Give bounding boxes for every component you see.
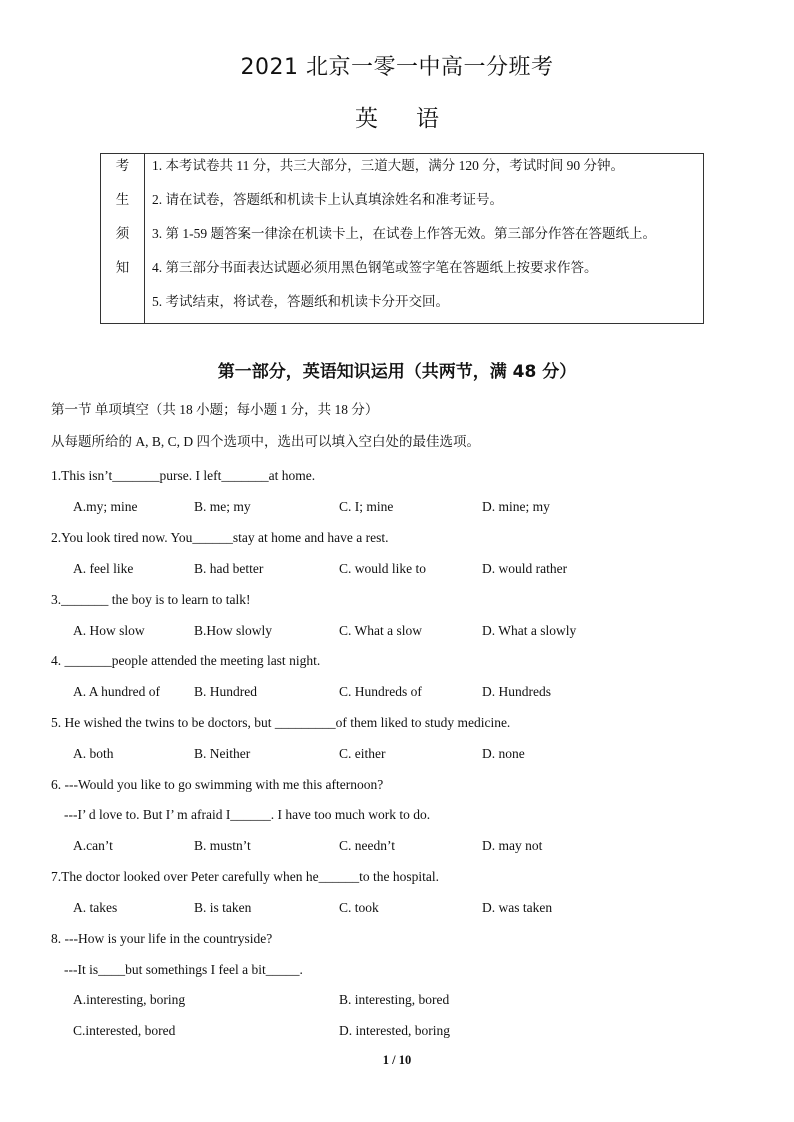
question-stem: 5. He wished the twins to be doctors, but _________of them liked to study medicine. xyxy=(51,715,511,730)
option-d: D. Hundreds xyxy=(482,684,551,699)
option-a: A.my; mine xyxy=(73,499,138,514)
option-c: C. What a slow xyxy=(339,623,422,638)
option-c: C. either xyxy=(339,746,386,761)
notice-item: 3. 第 1-59 题答案一律涂在机读卡上，在试卷上作答无效。第三部分作答在答题纸上。 xyxy=(152,226,656,241)
option-d: D. would rather xyxy=(482,561,568,576)
question-stem: 1.This isn’t_______purse. I left_______at home. xyxy=(51,468,316,483)
exam-title: 2021 北京一零一中高一分班考 xyxy=(240,55,554,80)
option-d: D. may not xyxy=(482,838,543,853)
notice-items xyxy=(145,154,703,323)
question-stem-reply: ---It is____but somethings I feel a bit_____. xyxy=(64,962,303,977)
page-number: 1 / 10 xyxy=(382,1053,412,1067)
option-a: A.interesting, boring xyxy=(73,992,186,1007)
option-a: A.can’t xyxy=(73,838,113,853)
option-c: C. needn’t xyxy=(339,838,395,853)
option-b: B. is taken xyxy=(194,900,252,915)
option-c: C. I; mine xyxy=(339,499,394,514)
option-a: A. feel like xyxy=(73,561,134,576)
question-stem: 6. ---Would you like to go swimming with me this afternoon? xyxy=(51,777,384,792)
option-a: A. A hundred of xyxy=(73,684,160,699)
option-d: D. mine; my xyxy=(482,499,550,514)
option-c: C. took xyxy=(339,900,379,915)
section-title: 第一部分，英语知识运用（共两节，满 48 分） xyxy=(217,362,577,382)
notice-label-char: 知 xyxy=(115,260,130,275)
option-c: C.interested, bored xyxy=(73,1023,176,1038)
instruction: 从每题所给的 A, B, C, D 四个选项中，选出可以填入空白处的最佳选项。 xyxy=(51,434,481,449)
notice-label-char: 考 xyxy=(115,158,130,173)
question-stem: 4. _______people attended the meeting last night. xyxy=(51,653,321,668)
option-d: D. interested, boring xyxy=(339,1023,450,1038)
option-a: A. both xyxy=(73,746,114,761)
notice-item: 5. 考试结束，将试卷，答题纸和机读卡分开交回。 xyxy=(152,294,449,309)
option-b: B. me; my xyxy=(194,499,251,514)
notice-label-char: 须 xyxy=(115,226,130,241)
option-a: A. How slow xyxy=(73,623,145,638)
option-b: B. had better xyxy=(194,561,264,576)
option-b: B. Hundred xyxy=(194,684,257,699)
notice-item: 4. 第三部分书面表达试题必须用黑色钢笔或签字笔在答题纸上按要求作答。 xyxy=(152,260,598,275)
option-d: D. was taken xyxy=(482,900,553,915)
question-stem: 2.You look tired now. You______stay at home and have a rest. xyxy=(51,530,389,545)
notice-label-column xyxy=(101,154,145,323)
option-b: B. interesting, bored xyxy=(339,992,450,1007)
option-d: D. What a slowly xyxy=(482,623,577,638)
option-b: B. Neither xyxy=(194,746,251,761)
option-b: B. mustn’t xyxy=(194,838,251,853)
notice-label-char: 生 xyxy=(115,192,130,207)
question-stem: 3._______ the boy is to learn to talk! xyxy=(51,592,251,607)
notice-item: 1. 本考试卷共 11 分，共三大部分，三道大题，满分 120 分，考试时间 90 分钟。 xyxy=(152,158,624,173)
option-c: C. would like to xyxy=(339,561,426,576)
question-stem: 7.The doctor looked over Peter carefully when he______to the hospital. xyxy=(51,869,440,884)
option-b: B.How slowly xyxy=(194,623,273,638)
notice-item: 2. 请在试卷，答题纸和机读卡上认真填涂姓名和准考证号。 xyxy=(152,192,503,207)
part-heading: 第一节 单项填空（共 18 小题；每小题 1 分，共 18 分） xyxy=(51,402,379,417)
question-stem-reply: ---I’ d love to. But I’ m afraid I______. I have too much work to do. xyxy=(64,807,431,822)
option-a: A. takes xyxy=(73,900,118,915)
option-d: D. none xyxy=(482,746,525,761)
subject-title: 英语 xyxy=(355,106,477,132)
question-stem: 8. ---How is your life in the countryside? xyxy=(51,931,273,946)
option-c: C. Hundreds of xyxy=(339,684,422,699)
exam-notice-box xyxy=(100,153,704,324)
